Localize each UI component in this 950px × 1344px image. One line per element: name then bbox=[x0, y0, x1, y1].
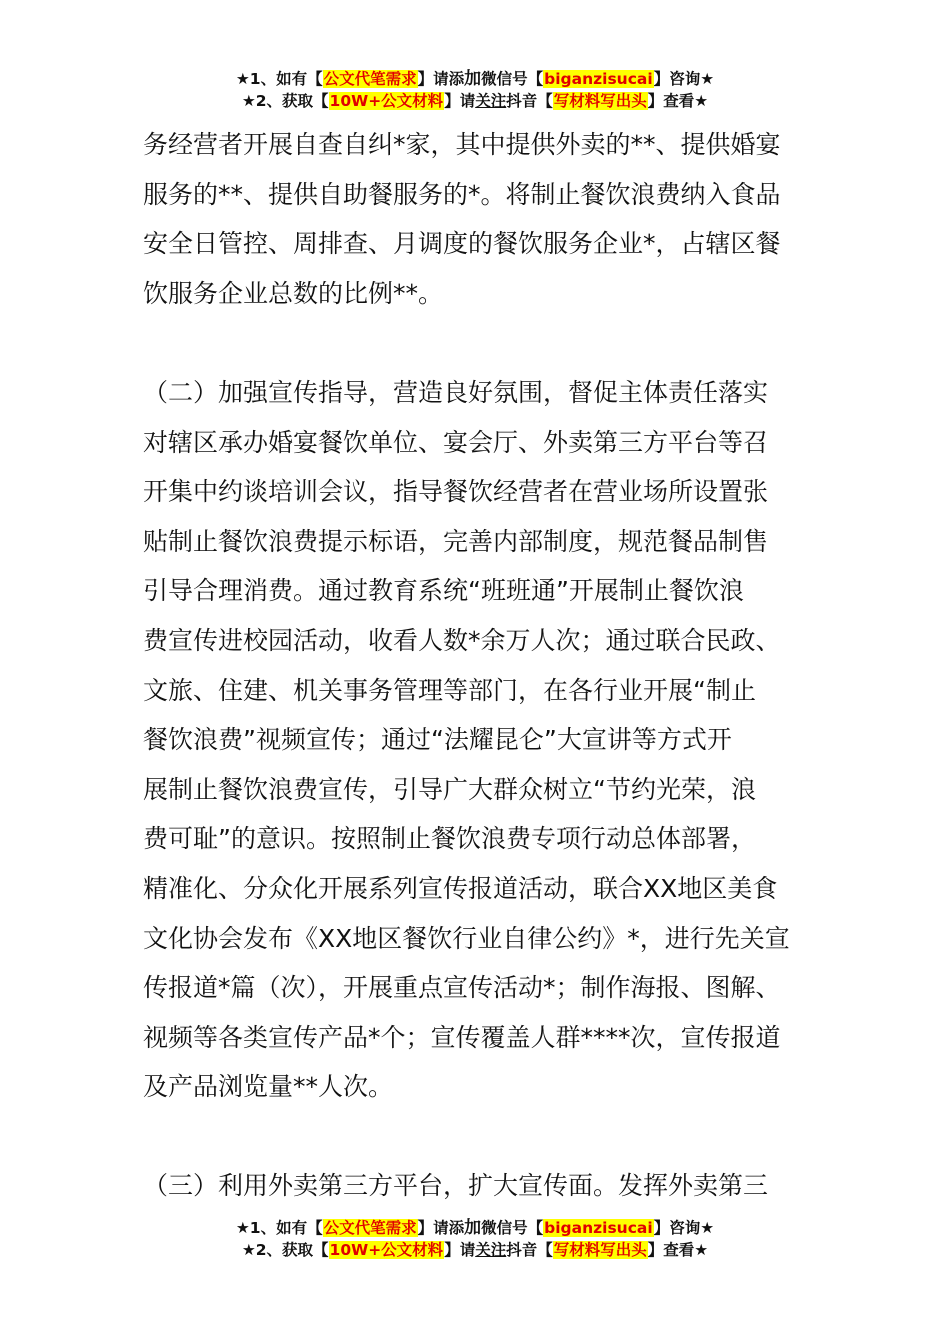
footer-highlight-wechat-id: biganzisucai bbox=[544, 1219, 653, 1237]
header-banner bbox=[0, 68, 950, 112]
text-line: 文化协会发布《XX地区餐饮行业自律公约》*，进行先关宣 bbox=[143, 923, 790, 953]
footer-highlight-service: 公文代笔需求 bbox=[323, 1219, 417, 1237]
text-line: 文旅、住建、机关事务管理等部门，在各行业开展“制止 bbox=[143, 675, 756, 705]
footer-highlight-douyin: 写材料写出头 bbox=[553, 1241, 647, 1259]
text-line: 服务的**、提供自助餐服务的*。将制止餐饮浪费纳入食品 bbox=[143, 179, 781, 209]
header-highlight-materials: 10W+公文材料 bbox=[329, 92, 444, 110]
header-highlight-wechat-id: biganzisucai bbox=[544, 70, 653, 88]
text-line: 对辖区承办婚宴餐饮单位、宴会厅、外卖第三方平台等召 bbox=[143, 427, 769, 457]
document-body bbox=[143, 120, 813, 1211]
paragraph-2 bbox=[143, 368, 813, 1112]
text-line: 引导合理消费。通过教育系统“班班通”开展制止餐饮浪 bbox=[143, 576, 744, 606]
text-line: 费可耻”的意识。按照制止餐饮浪费专项行动总体部署， bbox=[143, 824, 756, 854]
header-banner-line-1: ★1、如有【公文代笔需求】请添加微信号【biganzisucai】咨询★ bbox=[235, 69, 715, 89]
text-line: 及产品浏览量**人次。 bbox=[143, 1072, 394, 1102]
footer-highlight-materials: 10W+公文材料 bbox=[329, 1241, 444, 1259]
text-line: 饮服务企业总数的比例**。 bbox=[143, 278, 444, 308]
text-line: 开集中约谈培训会议，指导餐饮经营者在营业场所设置张 bbox=[143, 477, 769, 507]
header-highlight-douyin: 写材料写出头 bbox=[553, 92, 647, 110]
text-line: 展制止餐饮浪费宣传，引导广大群众树立“节约光荣，浪 bbox=[143, 774, 756, 804]
text-line: 务经营者开展自查自纠*家，其中提供外卖的**、提供婚宴 bbox=[143, 130, 781, 159]
text-line: 餐饮浪费”视频宣传；通过“法耀昆仑”大宣讲等方式开 bbox=[143, 725, 732, 755]
text-line: 传报道*篇（次），开展重点宣传活动*；制作海报、图解、 bbox=[143, 973, 781, 1003]
header-highlight-service: 公文代笔需求 bbox=[323, 70, 417, 88]
header-banner-line-2: ★2、获取【10W+公文材料】请关注抖音【写材料写出头】查看★ bbox=[241, 92, 709, 110]
text-line: 安全日管控、周排查、月调度的餐饮服务企业*，占辖区餐 bbox=[143, 229, 781, 259]
footer-banner bbox=[0, 1217, 950, 1261]
text-line: 贴制止餐饮浪费提示标语，完善内部制度，规范餐品制售 bbox=[143, 526, 769, 556]
paragraph-3 bbox=[143, 1161, 813, 1211]
footer-banner-line-1: ★1、如有【公文代笔需求】请添加微信号【biganzisucai】咨询★ bbox=[235, 1218, 715, 1238]
text-line: 费宣传进校园活动，收看人数*余万人次；通过联合民政、 bbox=[143, 625, 781, 655]
section-heading-line: （二）加强宣传指导，营造良好氛围，督促主体责任落实 bbox=[143, 377, 769, 407]
text-line: 视频等各类宣传产品*个；宣传覆盖人群****次，宣传报道 bbox=[143, 1022, 781, 1052]
footer-banner-line-2: ★2、获取【10W+公文材料】请关注抖音【写材料写出头】查看★ bbox=[241, 1241, 709, 1259]
text-line: 精准化、分众化开展系列宣传报道活动，联合XX地区美食 bbox=[143, 873, 778, 903]
paragraph-1 bbox=[143, 120, 813, 318]
section-heading-line: （三）利用外卖第三方平台，扩大宣传面。发挥外卖第三 bbox=[143, 1171, 769, 1201]
